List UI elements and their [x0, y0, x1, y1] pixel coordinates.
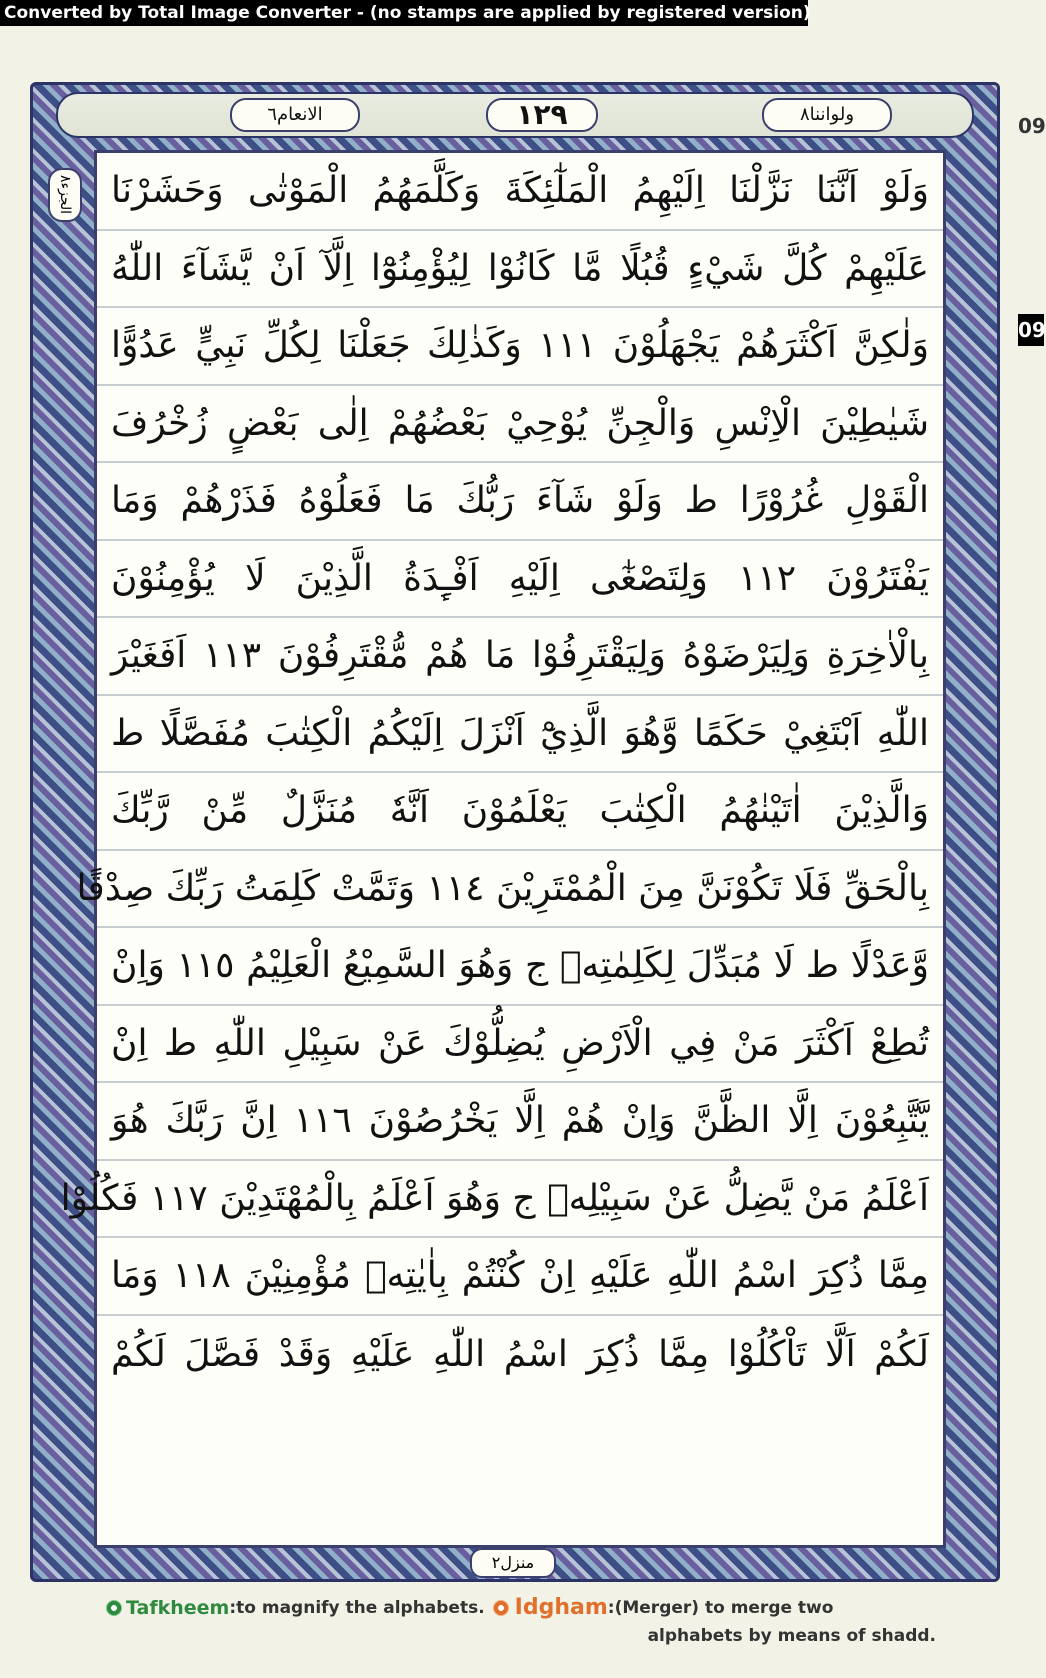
para-name: ولواننا٨	[762, 98, 892, 132]
text-line: اللّٰهِ اَبْتَغِيْ حَكَمًا وَّهُوَ الَّذِيْٓ اَنْزَلَ اِلَيْكُمُ الْكِتٰبَ مُفَصَّلًا ط	[97, 696, 943, 774]
text-line: اَعْلَمُ مَنْ يَّضِلُّ عَنْ سَبِيْلِهٖ ج وَهُوَ اَعْلَمُ بِالْمُهْتَدِيْنَ ١١٧ فَكُلُوْا	[97, 1161, 943, 1239]
legend-term-tafkheem: Tafkheem	[126, 1597, 230, 1619]
text-line: الْقَوْلِ غُرُوْرًا ط وَلَوْ شَآءَ رَبُّكَ مَا فَعَلُوْهُ فَذَرْهُمْ وَمَا	[97, 463, 943, 541]
tajweed-legend	[106, 1594, 966, 1650]
text-line: وَّعَدْلًا ط لَا مُبَدِّلَ لِكَلِمٰتِهٖ ج وَهُوَ السَّمِيْعُ الْعَلِيْمُ ١١٥ وَاِنْ	[97, 928, 943, 1006]
text-line: يَفْتَرُوْنَ ١١٢ وَلِتَصْغٰٓى اِلَيْهِ اَفْـِٕدَةُ الَّذِيْنَ لَا يُؤْمِنُوْنَ	[97, 541, 943, 619]
text-line: مِمَّا ذُكِرَ اسْمُ اللّٰهِ عَلَيْهِ اِنْ كُنْتُمْ بِاٰيٰتِهٖ مُؤْمِنِيْنَ ١١٨ وَمَا	[97, 1238, 943, 1316]
surah-name: الانعام٦	[230, 98, 360, 132]
text-line: عَلَيْهِمْ كُلَّ شَيْءٍ قُبُلًا مَّا كَانُوْا لِيُؤْمِنُوْٓا اِلَّآ اَنْ يَّشَآءَ اللّٰهُ	[97, 231, 943, 309]
legend-desc: :to magnify the alphabets.	[229, 1598, 485, 1618]
text-line: وَالَّذِيْنَ اٰتَيْنٰهُمُ الْكِتٰبَ يَعْلَمُوْنَ اَنَّهٗ مُنَزَّلٌ مِّنْ رَّبِّكَ	[97, 773, 943, 851]
text-line: وَلَوْ اَنَّنَا نَزَّلْنَا اِلَيْهِمُ الْمَلٰٓئِكَةَ وَكَلَّمَهُمُ الْمَوْتٰى وَحَشَرْنَا	[97, 153, 943, 231]
text-line: وَلٰكِنَّ اَكْثَرَهُمْ يَجْهَلُوْنَ ١١١ وَكَذٰلِكَ جَعَلْنَا لِكُلِّ نَبِيٍّ عَدُوًّا	[97, 308, 943, 386]
flower-icon	[493, 1600, 509, 1616]
page-edge-fragment: 09	[1018, 114, 1046, 138]
text-line: بِالْحَقِّ فَلَا تَكُوْنَنَّ مِنَ الْمُمْتَرِيْنَ ١١٤ وَتَمَّتْ كَلِمَتُ رَبِّكَ صِدْقًا	[97, 851, 943, 929]
text-line: لَكُمْ اَلَّا تَاْكُلُوْا مِمَّا ذُكِرَ اسْمُ اللّٰهِ عَلَيْهِ وَقَدْ فَصَّلَ لَكُمْ	[111, 1333, 929, 1375]
converter-stamp: Converted by Total Image Converter - (no stamps are applied by registered version)	[0, 0, 808, 26]
legend-desc: :(Merger) to merge two	[607, 1598, 834, 1618]
juz-label: الجزء٨	[48, 168, 82, 222]
text-line: شَيٰطِيْنَ الْاِنْسِ وَالْجِنِّ يُوْحِيْ بَعْضُهُمْ اِلٰى بَعْضٍ زُخْرُفَ	[97, 386, 943, 464]
text-line: يَّتَّبِعُوْنَ اِلَّا الظَّنَّ وَاِنْ هُمْ اِلَّا يَخْرُصُوْنَ ١١٦ اِنَّ رَبَّكَ هُوَ	[97, 1083, 943, 1161]
legend-term-idgham: Idgham	[514, 1595, 608, 1620]
manzil-label: منزل٢	[470, 1548, 556, 1578]
legend-line	[106, 1594, 966, 1622]
text-line: بِالْاٰخِرَةِ وَلِيَرْضَوْهُ وَلِيَقْتَرِفُوْا مَا هُمْ مُّقْتَرِفُوْنَ ١١٣ اَفَغَيْرَ	[97, 618, 943, 696]
page-number: ١٢٩	[486, 98, 598, 132]
legend-desc-continued: alphabets by means of shadd.	[647, 1626, 936, 1646]
page-edge-fragment: 09	[1018, 314, 1044, 346]
text-line: تُطِعْ اَكْثَرَ مَنْ فِي الْاَرْضِ يُضِلُّوْكَ عَنْ سَبِيْلِ اللّٰهِ ط اِنْ	[97, 1006, 943, 1084]
flower-icon	[106, 1600, 122, 1616]
